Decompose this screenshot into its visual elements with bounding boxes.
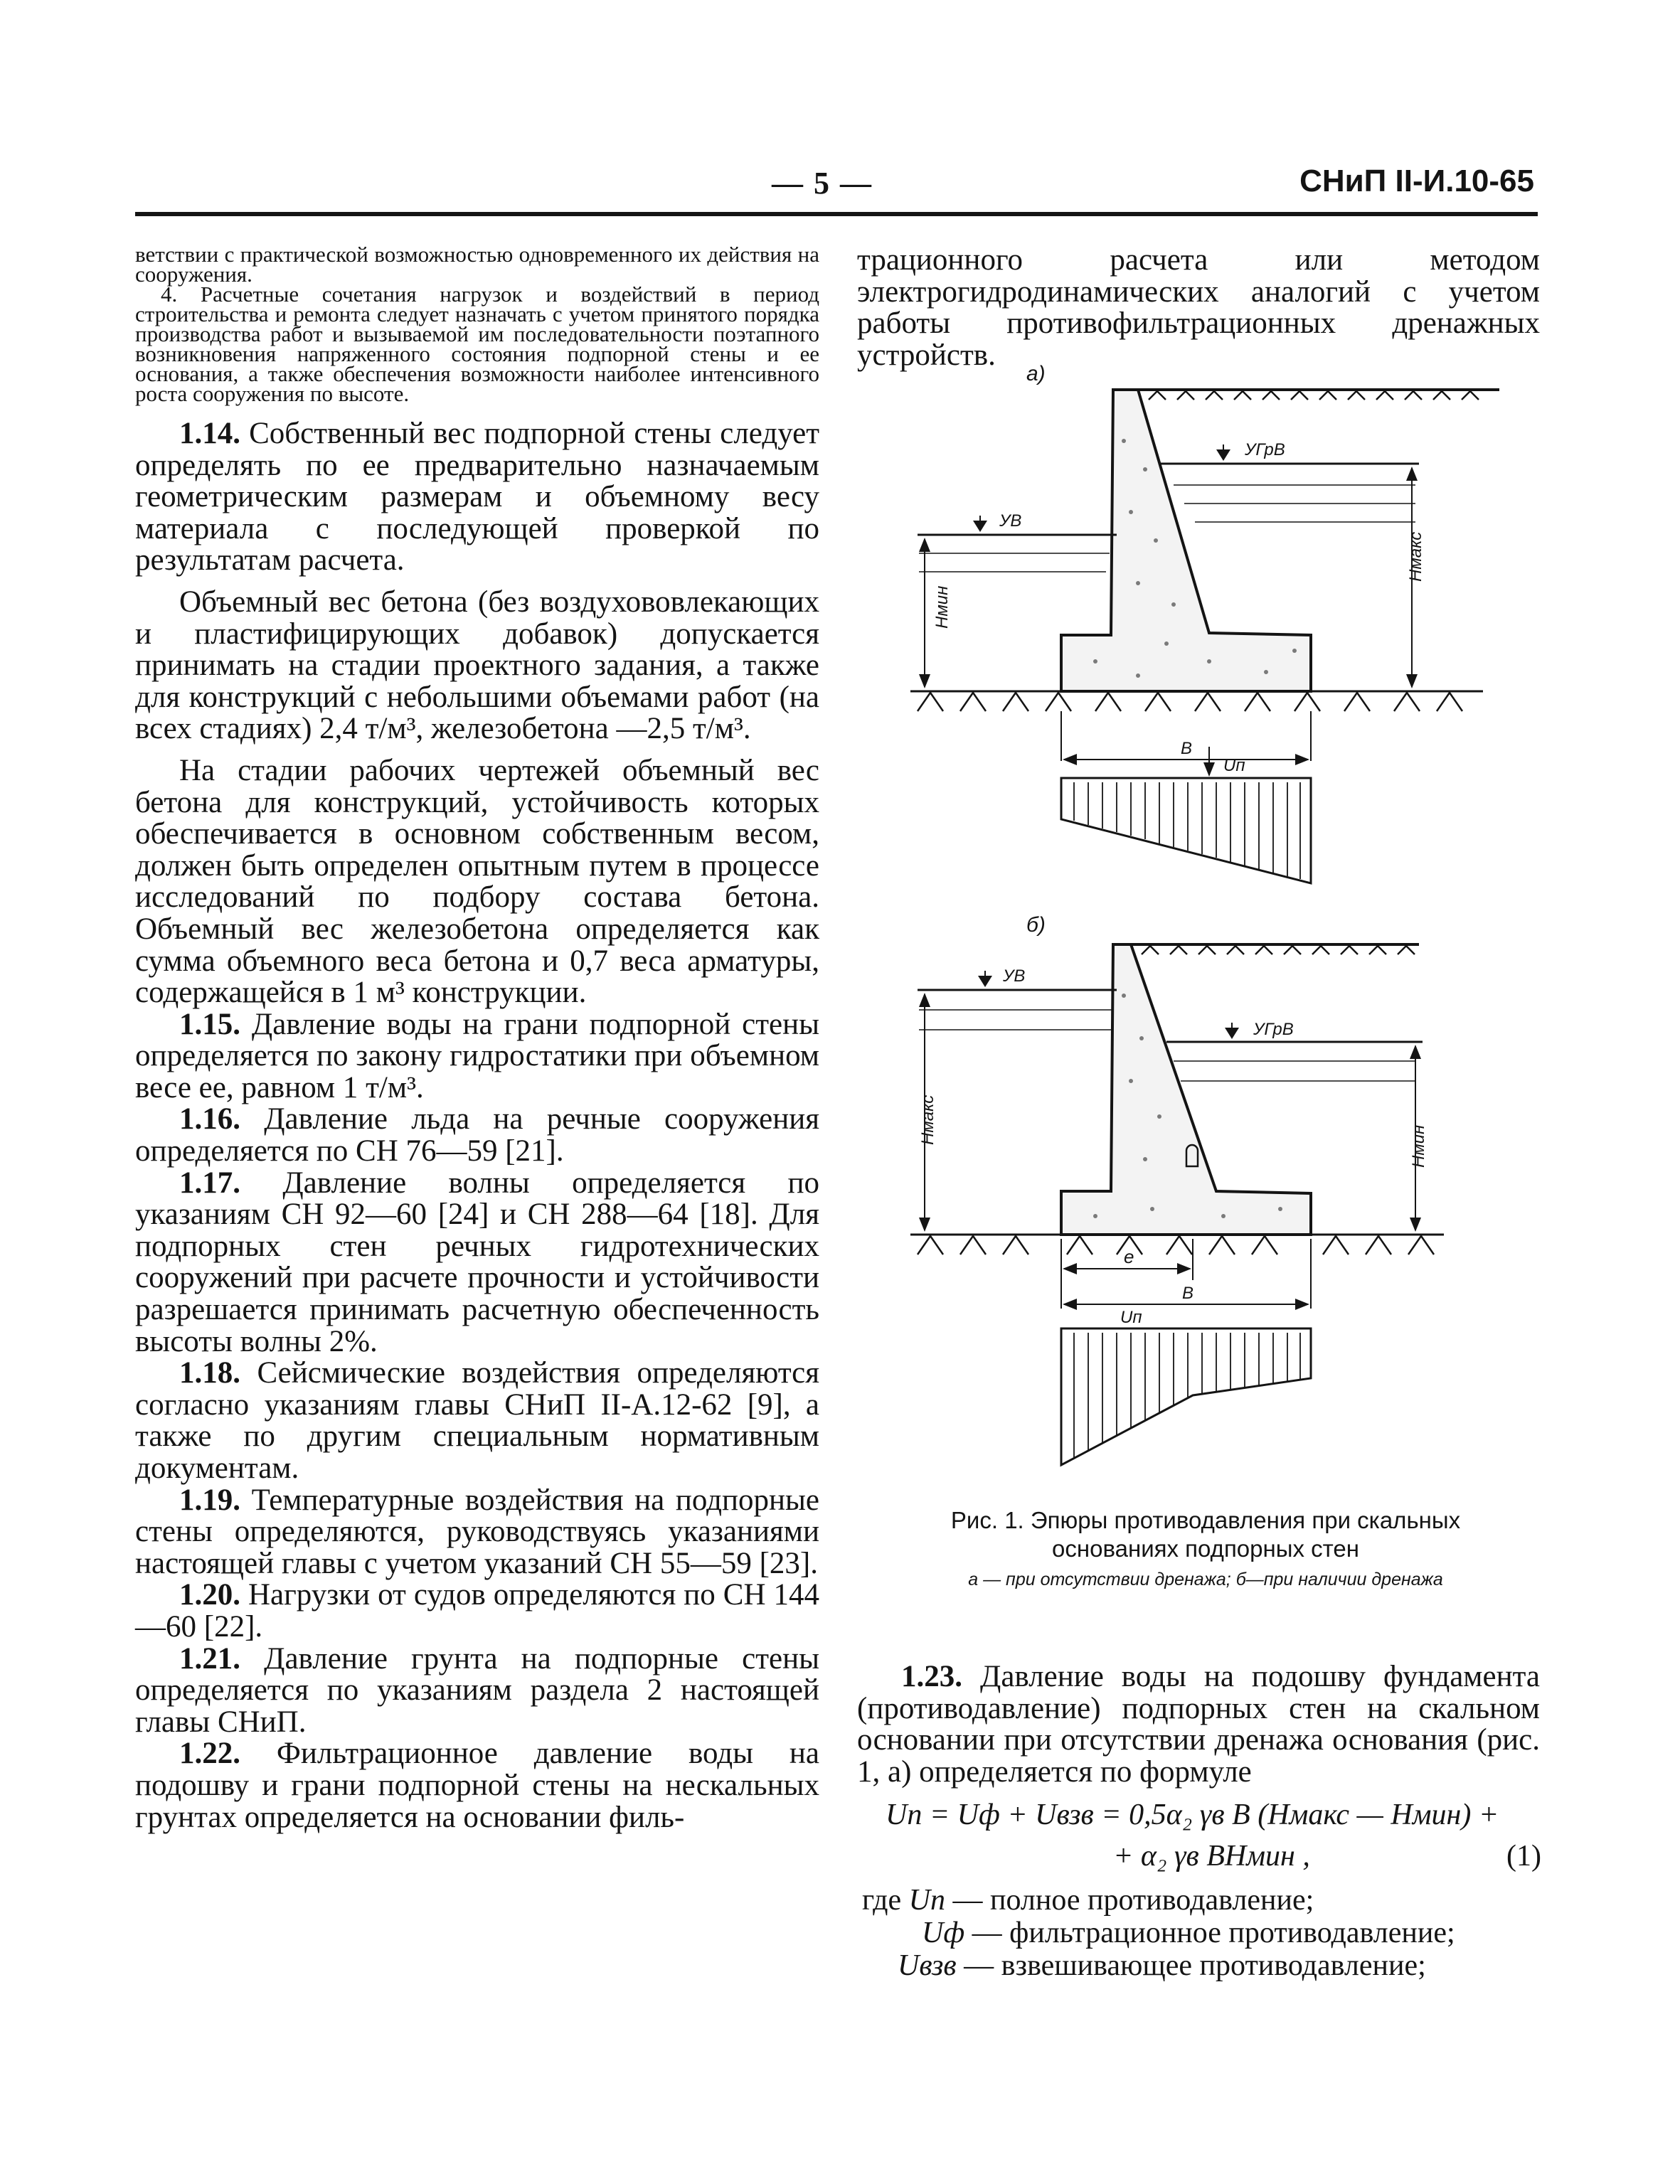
width-label-b: B — [1182, 1284, 1194, 1303]
right-column-bottom — [857, 1661, 1540, 1788]
definition-1 — [862, 1883, 1314, 1917]
definition-text: — взвешивающее противодавление; — [964, 1949, 1426, 1982]
clause-number: 1.14. — [179, 417, 240, 450]
paragraph-continuation: трационного расчета или методом электрогидродинамических аналогий с учетом работы противофильтрационных дренажных устройств. — [857, 243, 1540, 372]
water-level-label-a: УВ — [999, 511, 1022, 531]
clause-number: 1.18. — [179, 1356, 240, 1390]
definition-text: — полное противодавление; — [952, 1884, 1314, 1917]
clause-number: 1.15. — [179, 1007, 240, 1041]
definition-2 — [922, 1916, 1455, 1950]
where-word: где — [862, 1884, 902, 1917]
clause-text: Температурные воздействия на подпорные стены определяются, руководствуясь указаниями настоящей главы с учетом указаний СН 55—59 [23]. — [135, 1483, 819, 1580]
clause-number: 1.20. — [179, 1578, 240, 1612]
symbol: Uвзв — [898, 1949, 957, 1982]
clause-text: Давление воды на подошву фундамента (противодавление) подпорных стен на скальном основании при отсутствии дренажа основания (рис. 1, а) определяется по формуле — [857, 1660, 1541, 1789]
groundwater-level-label-b: УГрВ — [1253, 1020, 1294, 1039]
clause-number: 1.22. — [179, 1737, 240, 1771]
figure-legend: а — при отсутствии дренажа; б—при наличии дренажа — [968, 1570, 1443, 1589]
paragraph-1-14 — [135, 418, 819, 577]
retaining-wall-b — [1061, 944, 1311, 1235]
clause-number: 1.16. — [179, 1102, 240, 1136]
symbol: Uп — [908, 1884, 945, 1917]
paragraph-1-23 — [857, 1661, 1540, 1788]
clause-text: Нагрузки от судов определяются по СН 144—60 [22]. — [135, 1578, 819, 1644]
paragraph-1-19 — [135, 1485, 819, 1580]
clause-number: 1.19. — [179, 1483, 240, 1517]
clause-number: 1.17. — [179, 1166, 240, 1200]
clause-number: 1.21. — [179, 1641, 240, 1676]
clause-text: Фильтрационное давление воды на подошву и грани подпорной стены на нескальных грунтах определяется на основании филь- — [135, 1737, 820, 1834]
clause-text: Давление грунта на подпорные стены определяется по указаниям раздела 2 настоящей главы СНиП. — [135, 1641, 820, 1739]
clause-text: Давление льда на речные сооружения определяется по СН 76—59 [21]. — [135, 1102, 820, 1168]
clause-text: Давление волны определяется по указаниям СН 92—60 [24] и СН 288—64 [18]. Для подпорных стен речных гидротехнических сооружений при расчете прочности и устойчивости разрешается принимать расчетную обеспеченность высоты волны 2%. — [135, 1166, 819, 1358]
paragraph-1-20 — [135, 1580, 819, 1643]
h-min-label-a: Hмин — [932, 585, 952, 629]
water-level-label-b: УВ — [1003, 966, 1026, 986]
note-item-4: 4. Расчетные сочетания нагрузок и воздействий в период строительства и ремонта следует назначать с учетом принятого порядка производства работ и вызываемой им последовательности поэтапного возникновения напряженного состояния подпорной стены и ее основания, а также обеспечения возможности наиболее интенсивного роста сооружения по высоте. — [135, 282, 819, 406]
paragraph-1-17 — [135, 1168, 819, 1358]
uplift-label-b: Uп — [1120, 1308, 1142, 1327]
groundwater-level-label-a: УГрВ — [1245, 440, 1285, 459]
figure-caption: Рис. 1. Эпюры противодавления при скальных основаниях подпорных стен — [950, 1507, 1461, 1562]
left-column — [135, 242, 820, 1834]
formula-line-2: + α₂ γв BHмин , — [1113, 1840, 1310, 1873]
note-continuation: ветствии с практической возможностью одновременного их действия на сооружения. — [135, 242, 819, 287]
clause-text: Объемный вес бетона (без воздухововлекающих и пластифицирующих добавок) допускается принимать на стадии проектного задания, а также для конструкций с небольшими объемами работ (на всех стадиях) 2,4 т/м³, железобетона —2,5 т/м³. — [135, 585, 819, 746]
main-text — [135, 418, 819, 1833]
page-number: — 5 — — [772, 166, 873, 201]
definition-text: — фильтрационное противодавление; — [972, 1917, 1455, 1949]
panel-a-label: а) — [1026, 362, 1046, 385]
clause-text: Сейсмические воздействия определяются согласно указаниям главы СНиП II-А.12-62 [9], а также по другим специальным нормативным документам. — [135, 1356, 819, 1485]
retaining-wall-a — [1061, 390, 1311, 691]
note-block — [135, 242, 819, 406]
clause-text: Собственный вес подпорной стены следует определять по ее предварительно назначаемым геометрическим размерам и объемному весу материала с последующей проверкой по результатам расчета. — [135, 417, 820, 577]
clause-number: 1.23. — [901, 1660, 962, 1693]
formula-line-1: Uп = Uф + Uвзв = 0,5α₂ γв B (Hмакс — Hмин) + — [886, 1799, 1499, 1831]
paragraph-working-drawings — [135, 755, 819, 1009]
figure-1 — [882, 348, 1536, 1486]
definition-3 — [898, 1949, 1426, 1983]
paragraph-1-18 — [135, 1358, 819, 1484]
h-max-label-b: Hмакс — [918, 1094, 937, 1145]
paragraph-1-16 — [135, 1104, 819, 1167]
paragraph-1-15 — [135, 1009, 819, 1104]
eccentricity-label: e — [1124, 1246, 1134, 1267]
paragraph-concrete-weight — [135, 587, 819, 745]
header-rule — [135, 212, 1538, 216]
clause-text: На стадии рабочих чертежей объемный вес бетона для конструкций, устойчивость которых обеспечивается в основном собственным весом, должен быть определен опытным путем в процессе исследований по подбору состава бетона. Объемный вес железобетона определяется как сумма объемного веса бетона и 0,7 веса арматуры, содержащейся в 1 м³ конструкции. — [135, 753, 819, 1010]
h-min-label-b: Hмин — [1409, 1124, 1428, 1168]
h-max-label-a: Hмакс — [1406, 531, 1425, 582]
paragraph-1-21 — [135, 1641, 820, 1739]
equation-number: (1) — [1506, 1840, 1541, 1873]
width-label-a: B — [1181, 739, 1193, 758]
uplift-label-a: Uп — [1223, 756, 1245, 775]
clause-text: Давление воды на грани подпорной стены определяется по закону гидростатики при объемном весе ее, равном 1 т/м³. — [135, 1007, 819, 1104]
document-code: СНиП II-И.10-65 — [1299, 164, 1534, 198]
symbol: Uф — [922, 1917, 965, 1949]
paragraph-1-22 — [135, 1738, 819, 1833]
panel-b-label: б) — [1026, 913, 1046, 937]
